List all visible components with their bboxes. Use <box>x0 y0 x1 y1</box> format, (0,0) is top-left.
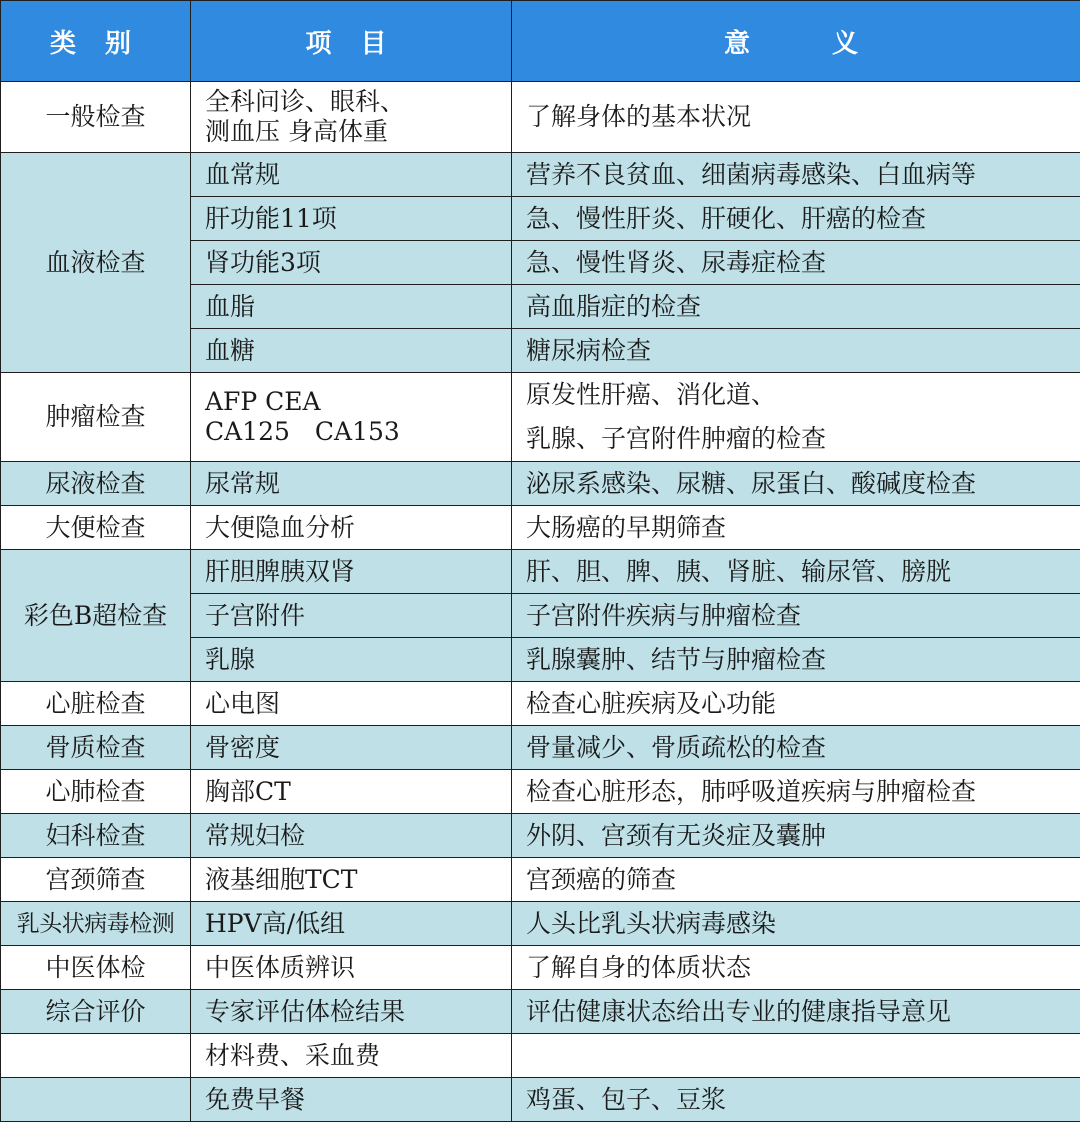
item-cell: 液基细胞TCT <box>191 858 512 902</box>
meaning-cell: 糖尿病检查 <box>512 329 1080 373</box>
category-cell: 综合评价 <box>1 990 191 1034</box>
item-cell: 中医体质辨识 <box>191 946 512 990</box>
table-row <box>1 990 1080 1034</box>
item-cell: 常规妇检 <box>191 814 512 858</box>
category-cell: 彩色B超检查 <box>1 550 191 682</box>
meaning-cell: 宫颈癌的筛查 <box>512 858 1080 902</box>
meaning-cell: 了解身体的基本状况 <box>512 82 1080 153</box>
item-cell: 血常规 <box>191 153 512 197</box>
table-row <box>1 682 1080 726</box>
meaning-cell: 营养不良贫血、细菌病毒感染、白血病等 <box>512 153 1080 197</box>
meaning-cell: 外阴、宫颈有无炎症及囊肿 <box>512 814 1080 858</box>
table-row <box>1 1078 1080 1122</box>
header-category: 类 别 <box>1 1 191 82</box>
item-cell <box>191 373 512 462</box>
table-row <box>1 726 1080 770</box>
item-cell: 骨密度 <box>191 726 512 770</box>
item-cell: 尿常规 <box>191 462 512 506</box>
table-row <box>1 153 1080 197</box>
item-line: AFP CEA <box>205 387 321 416</box>
meaning-cell: 泌尿系感染、尿糖、尿蛋白、酸碱度检查 <box>512 462 1080 506</box>
category-cell: 宫颈筛查 <box>1 858 191 902</box>
item-cell: 血糖 <box>191 329 512 373</box>
meaning-cell: 评估健康状态给出专业的健康指导意见 <box>512 990 1080 1034</box>
item-line: CA125 CA153 <box>205 417 400 446</box>
item-cell: HPV高/低组 <box>191 902 512 946</box>
table-row <box>1 814 1080 858</box>
table-header <box>1 1 1080 82</box>
meaning-cell: 大肠癌的早期筛查 <box>512 506 1080 550</box>
table-row <box>1 373 1080 462</box>
meaning-cell <box>512 1034 1080 1078</box>
header-item: 项 目 <box>191 1 512 82</box>
item-cell: 乳腺 <box>191 638 512 682</box>
category-cell: 尿液检查 <box>1 462 191 506</box>
item-cell: 心电图 <box>191 682 512 726</box>
table-row <box>1 858 1080 902</box>
meaning-line: 乳腺、子宫附件肿瘤的检查 <box>526 424 827 453</box>
meaning-cell: 高血脂症的检查 <box>512 285 1080 329</box>
item-cell: 血脂 <box>191 285 512 329</box>
header-row <box>1 1 1080 82</box>
category-cell: 乳头状病毒检测 <box>1 902 191 946</box>
item-cell: 大便隐血分析 <box>191 506 512 550</box>
meaning-cell: 急、慢性肝炎、肝硬化、肝癌的检查 <box>512 197 1080 241</box>
category-cell: 心脏检查 <box>1 682 191 726</box>
item-cell <box>191 82 512 153</box>
table-row <box>1 82 1080 153</box>
meaning-cell: 人头比乳头状病毒感染 <box>512 902 1080 946</box>
category-cell: 血液检查 <box>1 153 191 373</box>
item-cell: 专家评估体检结果 <box>191 990 512 1034</box>
table-row <box>1 506 1080 550</box>
category-cell: 肿瘤检查 <box>1 373 191 462</box>
table-body <box>1 82 1080 1122</box>
meaning-cell: 检查心脏疾病及心功能 <box>512 682 1080 726</box>
category-cell: 心肺检查 <box>1 770 191 814</box>
meaning-cell: 鸡蛋、包子、豆浆 <box>512 1078 1080 1122</box>
category-cell: 骨质检查 <box>1 726 191 770</box>
item-cell: 肾功能3项 <box>191 241 512 285</box>
category-cell <box>1 1034 191 1078</box>
category-cell: 中医体检 <box>1 946 191 990</box>
item-cell: 胸部CT <box>191 770 512 814</box>
item-line: 测血压 身高体重 <box>205 117 388 146</box>
item-cell: 肝功能11项 <box>191 197 512 241</box>
category-cell: 大便检查 <box>1 506 191 550</box>
meaning-cell: 急、慢性肾炎、尿毒症检查 <box>512 241 1080 285</box>
category-cell <box>1 1078 191 1122</box>
meaning-cell: 了解自身的体质状态 <box>512 946 1080 990</box>
item-cell: 子宫附件 <box>191 594 512 638</box>
meaning-line: 原发性肝癌、消化道、 <box>526 380 777 409</box>
meaning-cell: 乳腺囊肿、结节与肿瘤检查 <box>512 638 1080 682</box>
category-cell: 一般检查 <box>1 82 191 153</box>
header-meaning: 意 义 <box>512 1 1080 82</box>
table-row <box>1 902 1080 946</box>
table-row <box>1 770 1080 814</box>
meaning-cell: 检查心脏形态，肺呼吸道疾病与肿瘤检查 <box>512 770 1080 814</box>
table-row <box>1 1034 1080 1078</box>
meaning-cell: 子宫附件疾病与肿瘤检查 <box>512 594 1080 638</box>
item-line: 全科问诊、眼科、 <box>205 87 406 116</box>
meaning-cell: 骨量减少、骨质疏松的检查 <box>512 726 1080 770</box>
table-row <box>1 462 1080 506</box>
table-row <box>1 946 1080 990</box>
category-cell: 妇科检查 <box>1 814 191 858</box>
table-row <box>1 550 1080 594</box>
meaning-cell <box>512 373 1080 462</box>
item-cell: 免费早餐 <box>191 1078 512 1122</box>
item-cell: 肝胆脾胰双肾 <box>191 550 512 594</box>
meaning-cell: 肝、胆、脾、胰、肾脏、输尿管、膀胱 <box>512 550 1080 594</box>
item-cell: 材料费、采血费 <box>191 1034 512 1078</box>
